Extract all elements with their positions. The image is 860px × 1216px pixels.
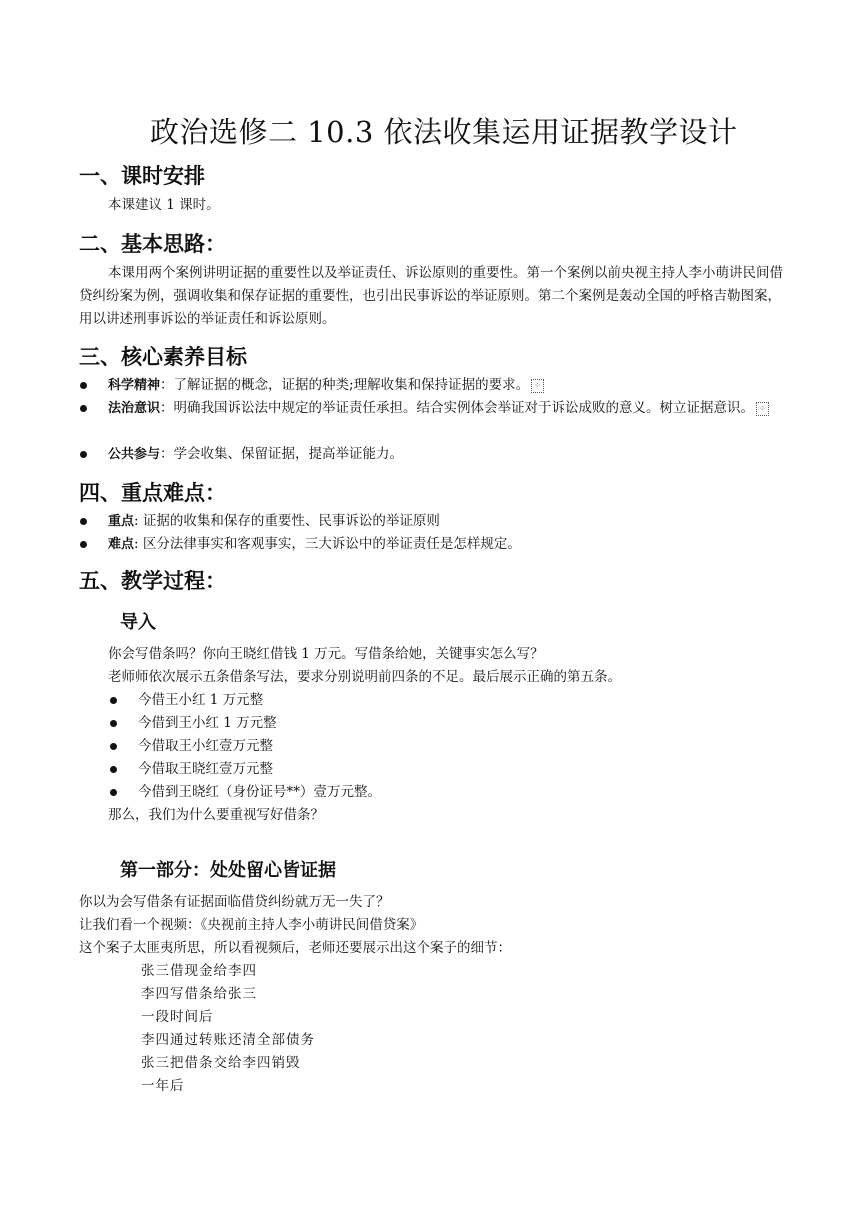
focus-text: : 证据的收集和保存的重要性、民事诉讼的举证原则 <box>134 513 440 529</box>
approach-paragraph: 本课用两个案例讲明证据的重要性以及举证责任、诉讼原则的重要性。第一个案例以前央视主持人李小萌讲民间借贷纠纷案为例，强调收集和保存证据的重要性，也引出民事诉讼的举证原则。第二个案例是轰动全国的呼格吉勒图案，用以讲述刑事诉讼的举证责任和诉讼原则。 <box>79 265 783 327</box>
goal-text: ：了解证据的概念，证据的种类;理解收集和保持证据的要求。 <box>160 377 530 393</box>
note-text: 今借到王晓红（身份证号**）壹万元整。 <box>138 784 381 800</box>
note-text: 今借取王小红壹万元整 <box>138 738 273 754</box>
field-mark-icon: ⁘ <box>756 402 769 416</box>
section-heading-approach: 二、基本思路： <box>79 232 226 256</box>
bullet-icon <box>80 451 87 458</box>
intro-instruction: 老师师依次展示五条借条写法，要求分别说明前四条的不足。最后展示正确的第五条。 <box>108 669 621 685</box>
bullet-icon <box>80 518 87 525</box>
case-step: 张三把借条交给李四销毁 <box>141 1055 301 1071</box>
note-example <box>110 712 810 735</box>
section-heading-focus: 四、重点难点： <box>79 481 226 505</box>
focus-text: : 区分法律事实和客观事实，三大诉讼中的举证责任是怎样规定。 <box>134 536 521 552</box>
schedule-text: 本课建议 1 课时。 <box>108 197 220 213</box>
bullet-icon <box>80 382 87 389</box>
note-text: 今借到王小红 1 万元整 <box>138 715 277 731</box>
goal-text: ：明确我国诉讼法中规定的举证责任承担。结合实例体会举证对于诉讼成败的意义。树立证据意识。 <box>160 400 755 416</box>
goal-item <box>80 374 780 397</box>
focus-item <box>80 533 780 556</box>
field-mark-icon: ⁘ <box>531 379 544 393</box>
note-example <box>110 781 810 804</box>
document-title: 政治选修二 10.3 依法收集运用证据教学设计 <box>150 115 738 149</box>
focus-label: 难点 <box>108 537 135 552</box>
bullet-icon <box>80 405 87 412</box>
note-text: 今借取王晓红壹万元整 <box>138 761 273 777</box>
section-heading-schedule: 一、课时安排 <box>79 164 205 188</box>
case-step: 一段时间后 <box>141 1009 214 1025</box>
case-step: 张三借现金给李四 <box>141 963 257 979</box>
note-text: 今借王小红 1 万元整 <box>138 692 264 708</box>
goal-item <box>80 443 780 466</box>
bullet-icon <box>110 720 117 727</box>
section-heading-process: 五、教学过程： <box>79 569 226 593</box>
goal-text: ：学会收集、保留证据，提高举证能力。 <box>160 446 404 462</box>
goal-label: 公共参与 <box>108 447 161 462</box>
intro-question: 你会写借条吗？你向王晓红借钱 1 万元。写借条给她，关键事实怎么写？ <box>108 646 544 662</box>
bullet-icon <box>110 789 117 796</box>
part1-line: 这个案子太匪夷所思，所以看视频后，老师还要展示出这个案子的细节： <box>79 940 511 956</box>
note-example <box>110 689 810 712</box>
note-example <box>110 758 810 781</box>
case-step: 一年后 <box>141 1078 185 1094</box>
intro-closing: 那么，我们为什么要重视写好借条？ <box>108 807 324 823</box>
focus-item <box>80 510 780 533</box>
part1-line: 你以为会写借条有证据面临借贷纠纷就万无一失了？ <box>79 894 390 910</box>
goal-item <box>80 397 780 443</box>
section-heading-goals: 三、核心素养目标 <box>79 345 247 369</box>
part1-line: 让我们看一个视频：《央视前主持人李小萌讲民间借贷案》 <box>79 917 424 933</box>
part1-subheading: 第一部分：处处留心皆证据 <box>120 860 336 881</box>
bullet-icon <box>110 766 117 773</box>
intro-subheading: 导入 <box>120 612 156 633</box>
goal-label: 科学精神 <box>108 378 161 393</box>
bullet-icon <box>110 743 117 750</box>
goal-label: 法治意识 <box>108 401 161 416</box>
case-step: 李四写借条给张三 <box>141 986 257 1002</box>
case-step: 李四通过转账还清全部债务 <box>141 1032 315 1048</box>
bullet-icon <box>80 541 87 548</box>
focus-label: 重点 <box>108 514 135 529</box>
note-example <box>110 735 810 758</box>
bullet-icon <box>110 697 117 704</box>
